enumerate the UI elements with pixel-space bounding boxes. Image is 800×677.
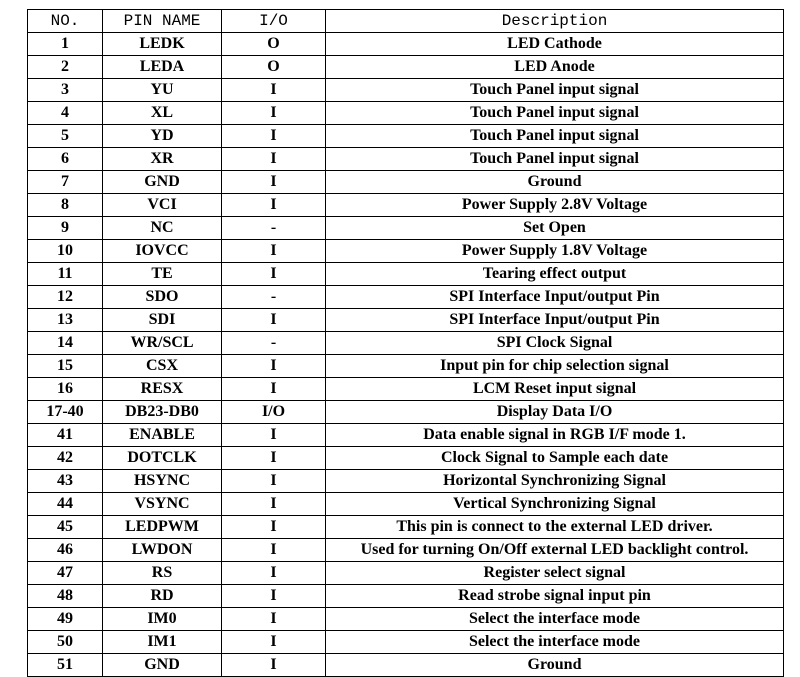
table-row: [28, 470, 784, 493]
pin-io: I: [222, 493, 326, 516]
pin-table: [27, 9, 784, 677]
pin-number: 51: [28, 654, 103, 677]
pin-number: 2: [28, 56, 103, 79]
pin-io: I: [222, 424, 326, 447]
pin-io: I: [222, 516, 326, 539]
pin-name: TE: [103, 263, 222, 286]
pin-name: RD: [103, 585, 222, 608]
table-row: [28, 516, 784, 539]
pin-io: I: [222, 470, 326, 493]
pin-description: Display Data I/O: [326, 401, 784, 424]
table-row: [28, 401, 784, 424]
pin-name: IM1: [103, 631, 222, 654]
pin-description: Touch Panel input signal: [326, 125, 784, 148]
pin-io: I: [222, 355, 326, 378]
table-row: [28, 493, 784, 516]
pin-number: 16: [28, 378, 103, 401]
pin-description: Clock Signal to Sample each date: [326, 447, 784, 470]
pin-number: 1: [28, 33, 103, 56]
pin-number: 6: [28, 148, 103, 171]
pin-number: 15: [28, 355, 103, 378]
pin-name: DOTCLK: [103, 447, 222, 470]
header-description: Description: [326, 10, 784, 33]
pin-description: Horizontal Synchronizing Signal: [326, 470, 784, 493]
pin-name: LEDA: [103, 56, 222, 79]
pin-name: LEDPWM: [103, 516, 222, 539]
table-body: [28, 33, 784, 677]
pin-io: -: [222, 332, 326, 355]
pin-name: IOVCC: [103, 240, 222, 263]
pin-io: I: [222, 102, 326, 125]
pin-description: Ground: [326, 171, 784, 194]
table-row: [28, 378, 784, 401]
pin-name: VSYNC: [103, 493, 222, 516]
pin-description: Set Open: [326, 217, 784, 240]
pin-name: XR: [103, 148, 222, 171]
table-row: [28, 447, 784, 470]
pin-name: GND: [103, 654, 222, 677]
pin-io: I: [222, 240, 326, 263]
pin-io: I: [222, 447, 326, 470]
table-row: [28, 33, 784, 56]
pin-io: I: [222, 263, 326, 286]
pin-name: XL: [103, 102, 222, 125]
pin-io: O: [222, 33, 326, 56]
pin-number: 11: [28, 263, 103, 286]
pin-number: 49: [28, 608, 103, 631]
pin-description: This pin is connect to the external LED driver.: [326, 516, 784, 539]
pin-number: 17-40: [28, 401, 103, 424]
pin-description: Data enable signal in RGB I/F mode 1.: [326, 424, 784, 447]
pin-number: 47: [28, 562, 103, 585]
pin-io: I: [222, 608, 326, 631]
pin-number: 5: [28, 125, 103, 148]
pin-number: 7: [28, 171, 103, 194]
pin-name: HSYNC: [103, 470, 222, 493]
pin-description: Power Supply 2.8V Voltage: [326, 194, 784, 217]
pin-io: O: [222, 56, 326, 79]
header-row: [28, 10, 784, 33]
pin-io: I: [222, 631, 326, 654]
pin-io: I: [222, 125, 326, 148]
table-row: [28, 309, 784, 332]
pin-io: I: [222, 79, 326, 102]
pin-name: YD: [103, 125, 222, 148]
table-row: [28, 562, 784, 585]
pin-name: NC: [103, 217, 222, 240]
table-row: [28, 631, 784, 654]
pin-name: SDI: [103, 309, 222, 332]
pin-number: 14: [28, 332, 103, 355]
header-io: I/O: [222, 10, 326, 33]
pin-number: 46: [28, 539, 103, 562]
table-row: [28, 424, 784, 447]
pin-number: 44: [28, 493, 103, 516]
pin-name: VCI: [103, 194, 222, 217]
pin-description: Input pin for chip selection signal: [326, 355, 784, 378]
pin-description: Ground: [326, 654, 784, 677]
pin-number: 12: [28, 286, 103, 309]
pin-io: I: [222, 539, 326, 562]
pin-number: 10: [28, 240, 103, 263]
pin-number: 9: [28, 217, 103, 240]
pin-description: Vertical Synchronizing Signal: [326, 493, 784, 516]
pin-number: 48: [28, 585, 103, 608]
pin-description: Touch Panel input signal: [326, 148, 784, 171]
table-row: [28, 171, 784, 194]
table-row: [28, 539, 784, 562]
table-row: [28, 654, 784, 677]
pin-number: 13: [28, 309, 103, 332]
table-row: [28, 194, 784, 217]
pin-io: I: [222, 654, 326, 677]
pin-name: SDO: [103, 286, 222, 309]
table-row: [28, 585, 784, 608]
pin-name: ENABLE: [103, 424, 222, 447]
pin-number: 41: [28, 424, 103, 447]
pin-number: 4: [28, 102, 103, 125]
pin-description: Register select signal: [326, 562, 784, 585]
pin-description: Touch Panel input signal: [326, 102, 784, 125]
pin-number: 42: [28, 447, 103, 470]
table-row: [28, 79, 784, 102]
pin-io: I: [222, 148, 326, 171]
pin-number: 50: [28, 631, 103, 654]
pin-io: I: [222, 171, 326, 194]
table-row: [28, 608, 784, 631]
pin-io: I: [222, 585, 326, 608]
pin-number: 43: [28, 470, 103, 493]
pin-description: Touch Panel input signal: [326, 79, 784, 102]
pin-io: -: [222, 286, 326, 309]
pin-number: 3: [28, 79, 103, 102]
pin-io: I: [222, 309, 326, 332]
table-row: [28, 240, 784, 263]
pin-number: 45: [28, 516, 103, 539]
pin-description: Read strobe signal input pin: [326, 585, 784, 608]
pin-name: DB23-DB0: [103, 401, 222, 424]
pin-name: LWDON: [103, 539, 222, 562]
pin-name: LEDK: [103, 33, 222, 56]
table-row: [28, 125, 784, 148]
pin-io: -: [222, 217, 326, 240]
pin-description: LCM Reset input signal: [326, 378, 784, 401]
pin-io: I: [222, 194, 326, 217]
pin-io: I/O: [222, 401, 326, 424]
pin-description: Select the interface mode: [326, 631, 784, 654]
pin-description: Power Supply 1.8V Voltage: [326, 240, 784, 263]
table-row: [28, 263, 784, 286]
pin-io: I: [222, 562, 326, 585]
table-row: [28, 102, 784, 125]
pin-name: RS: [103, 562, 222, 585]
table-row: [28, 148, 784, 171]
header-pin-name: PIN NAME: [103, 10, 222, 33]
pin-description: SPI Interface Input/output Pin: [326, 309, 784, 332]
table-row: [28, 56, 784, 79]
table-row: [28, 286, 784, 309]
pin-io: I: [222, 378, 326, 401]
pin-description: SPI Interface Input/output Pin: [326, 286, 784, 309]
pin-description: Used for turning On/Off external LED backlight control.: [326, 539, 784, 562]
pin-name: RESX: [103, 378, 222, 401]
pin-name: GND: [103, 171, 222, 194]
pin-number: 8: [28, 194, 103, 217]
table-row: [28, 217, 784, 240]
table-row: [28, 355, 784, 378]
pin-name: IM0: [103, 608, 222, 631]
pin-description: LED Anode: [326, 56, 784, 79]
pin-description: LED Cathode: [326, 33, 784, 56]
pin-name: CSX: [103, 355, 222, 378]
table-row: [28, 332, 784, 355]
pin-description: Tearing effect output: [326, 263, 784, 286]
pin-description: Select the interface mode: [326, 608, 784, 631]
pin-name: YU: [103, 79, 222, 102]
header-no: NO.: [28, 10, 103, 33]
pin-description: SPI Clock Signal: [326, 332, 784, 355]
pin-name: WR/SCL: [103, 332, 222, 355]
